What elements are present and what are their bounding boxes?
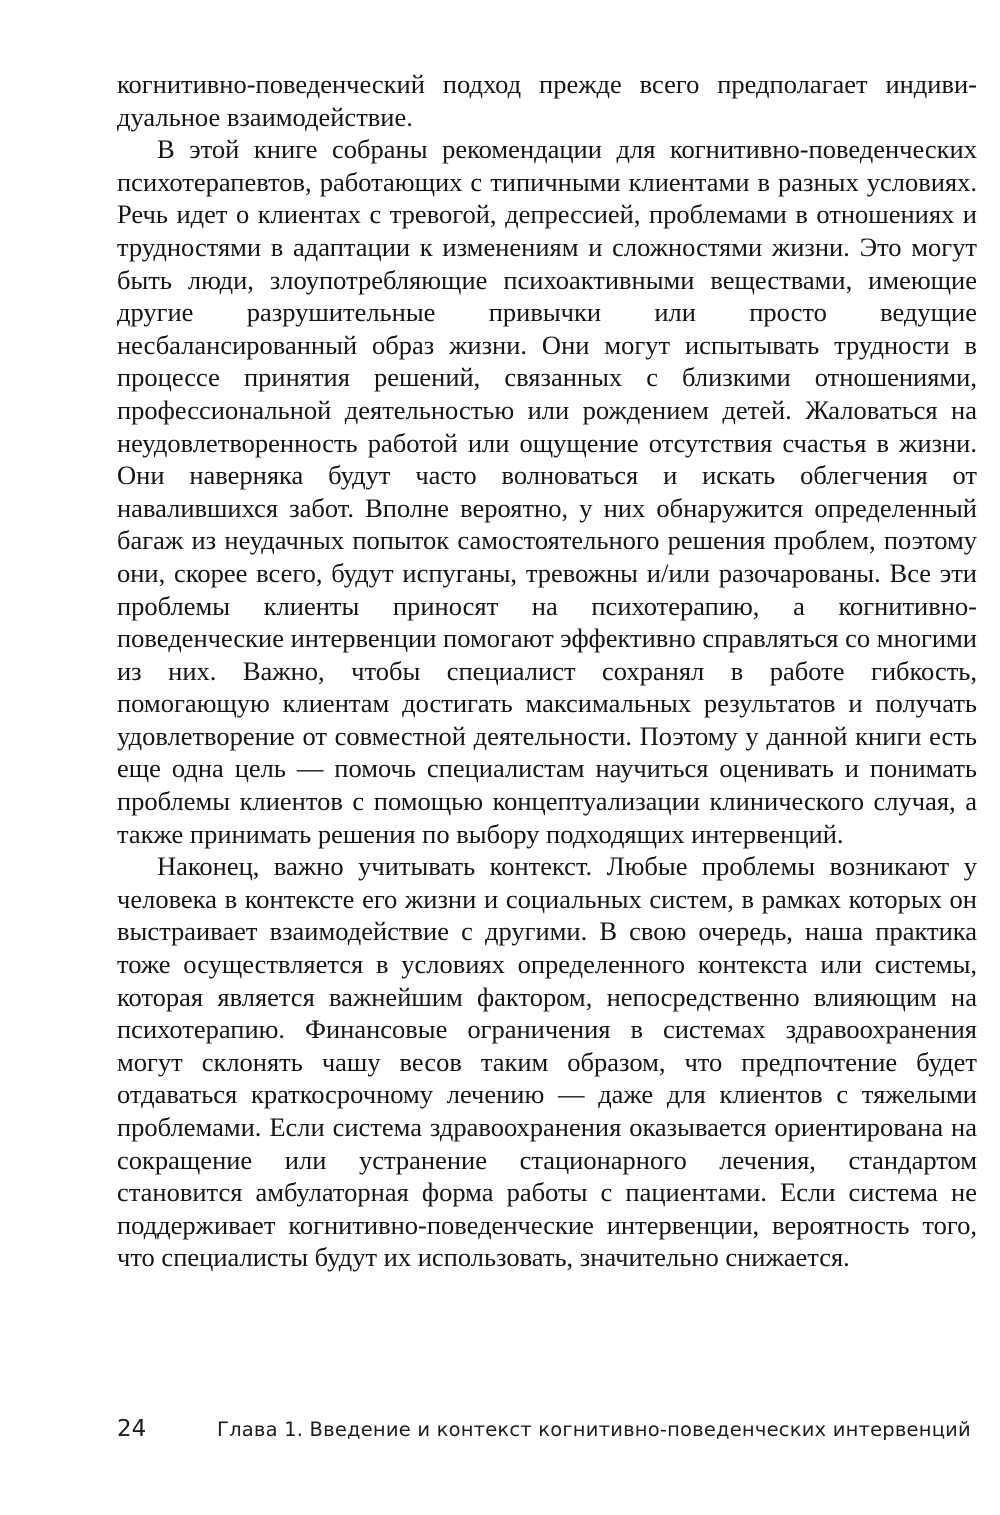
running-head: Глава 1. Введение и контекст когнитивно-поведенческих интервенций: [217, 1418, 971, 1441]
page-number: 24: [117, 1416, 147, 1442]
page-footer: [117, 1416, 977, 1442]
body-text: [117, 68, 977, 1274]
paragraph-continuation: когнитивно-поведенческий подход прежде всего предполагает индивидуальное взаимодействие.: [117, 69, 977, 132]
paragraph-recommendations: В этой книге собраны рекомендации для когнитивно-поведенческих психотерапевтов, работающих с типичными клиентами в разных условиях. Речь идет о клиентах с тревогой, депрессией, проблемами в отношениях и трудностями в адаптации к изменениям и сложностями жизни. Это могут быть люди, злоупотребляющие психоактивными веществами, имеющие другие разрушительные привычки или просто ведущие несбалансированный образ жизни. Они могут испытывать трудности в процессе принятия решений, связанных с близкими отношениями, профессиональной деятельностью или рождением детей. Жаловаться на неудовлетворенность работой или ощущение отсутствия счастья в жизни. Они наверняка будут часто волноваться и искать облегчения от навалившихся забот. Вполне вероятно, у них обнаружится определенный багаж из неудачных попыток самостоятельного решения проблем, поэтому они, скорее всего, будут испуганы, тревожны и/или разочарованы. Все эти проблемы клиенты приносят на психотерапию, а когнитивно-поведенческие интервенции помогают эффективно справляться со многими из них. Важно, чтобы специалист сохранял в работе гибкость, помогающую клиентам достигать максимальных результатов и получать удовлетворение от совместной деятельности. Поэтому у данной книги есть еще одна цель — помочь специалистам научиться оценивать и понимать проблемы клиентов с помощью концептуализации клинического случая, а также принимать решения по выбору подходящих интервенций.: [117, 134, 977, 849]
paragraph-context: Наконец, важно учитывать контекст. Любые проблемы возникают у человека в контексте его жизни и социальных систем, в рамках которых он выстраивает взаимодействие с другими. В свою очередь, наша практика тоже осуществляется в условиях определенного контекста или системы, которая является важнейшим фактором, непосредственно влияющим на психотерапию. Финансовые ограничения в системах здравоохранения могут склонять чашу весов таким образом, что предпочтение будет отдаваться краткосрочному лечению — даже для клиентов с тяжелыми проблемами. Если система здравоохранения оказывается ориентирована на сокращение или устранение стационарного лечения, стандартом становится амбулаторная форма работы с пациентами. Если система не поддерживает когнитивно-поведенческие интервенции, вероятность того, что специалисты будут их использовать, значительно снижается.: [117, 851, 977, 1273]
